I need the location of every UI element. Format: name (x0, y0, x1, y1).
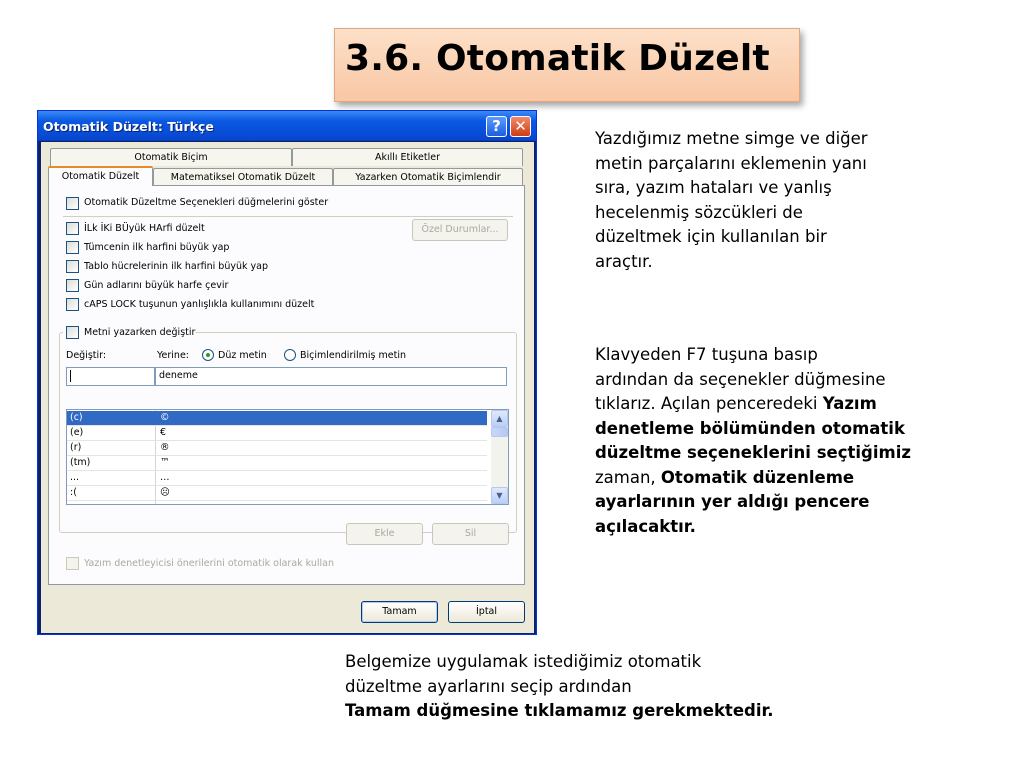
desc-bold: Yazım (822, 394, 877, 413)
with-input[interactable] (155, 367, 507, 386)
tab-math-autocorrect[interactable]: Matematiksel Otomatik Düzelt (153, 168, 333, 186)
desc-line (595, 515, 975, 540)
ok-button[interactable]: Tamam (361, 601, 438, 623)
desc-text: zaman, (595, 467, 661, 487)
list-item[interactable] (67, 411, 487, 426)
note-line: düzeltme ayarlarını seçip ardından (345, 676, 632, 696)
replacements-list[interactable] (66, 409, 509, 505)
close-icon[interactable]: ✕ (510, 116, 531, 137)
note-line: Belgemize uygulamak istediğimiz otomatik (345, 652, 702, 671)
desc-line (595, 490, 975, 515)
desc-line: hecelenmiş sözcükleri de (595, 202, 803, 222)
capitalize-days-label: Gün adlarını büyük harfe çevir (84, 280, 229, 291)
list-item[interactable] (67, 471, 487, 486)
list-item-from: (r) (70, 442, 82, 453)
note-bold: Tamam düğmesine tıklamamız gerekmektedir. (345, 701, 774, 720)
autocorrect-dialog (37, 110, 537, 635)
list-item[interactable] (67, 456, 487, 471)
show-buttons-checkbox[interactable] (66, 197, 79, 210)
description-paragraph-1 (595, 127, 975, 274)
two-initial-caps-label: İLk İKi BÜyük HArfi düzelt (84, 223, 205, 234)
with-label: Yerine: (157, 350, 189, 361)
scroll-down-icon[interactable]: ▼ (491, 487, 508, 504)
desc-text: tıklarız. Açılan penceredeki (595, 394, 823, 413)
list-item-from: (tm) (70, 457, 91, 468)
capitalize-days-checkbox[interactable] (66, 279, 79, 292)
list-item[interactable] (67, 426, 487, 441)
with-value: deneme (159, 370, 198, 381)
slide-title: 3.6. Otomatik Düzelt (334, 28, 800, 102)
replace-as-you-type-checkbox[interactable] (66, 326, 79, 339)
capitalize-table-cell-checkbox[interactable] (66, 260, 79, 273)
tab-autocorrect[interactable]: Otomatik Düzelt (48, 166, 153, 186)
capitalize-sentence-checkbox[interactable] (66, 241, 79, 254)
list-item[interactable] (67, 486, 487, 501)
desc-line (595, 466, 975, 491)
dialog-title: Otomatik Düzelt: Türkçe (43, 119, 214, 134)
desc-bold: denetleme bölümünden otomatik (595, 418, 905, 438)
tab-autoformat[interactable]: Otomatik Biçim (50, 148, 292, 166)
capitalize-sentence-label: Tümcenin ilk harfini büyük yap (84, 242, 230, 253)
list-item-from: (e) (70, 427, 84, 438)
list-scrollbar[interactable] (491, 410, 508, 504)
dialog-client (41, 142, 534, 633)
list-item-to: … (160, 472, 170, 483)
divider (63, 216, 513, 217)
plain-text-label: Düz metin (218, 350, 267, 361)
text-caret (70, 370, 71, 382)
two-initial-caps-checkbox[interactable] (66, 222, 79, 235)
list-item[interactable] (67, 441, 487, 456)
caps-lock-checkbox[interactable] (66, 298, 79, 311)
desc-bold: açılacaktır. (595, 516, 696, 536)
exceptions-button[interactable]: Özel Durumlar... (412, 219, 508, 241)
tab-smart-tags[interactable]: Akıllı Etiketler (292, 148, 523, 166)
replace-input[interactable] (66, 367, 155, 386)
list-item-to: ® (160, 442, 170, 453)
autocorrect-page (48, 185, 525, 585)
description-paragraph-2 (595, 343, 975, 539)
formatted-text-radio[interactable] (284, 349, 296, 361)
desc-line: Yazdığımız metne simge ve diğer (595, 129, 868, 148)
list-item-from: :( (70, 487, 77, 498)
spell-suggestions-checkbox[interactable] (66, 557, 79, 570)
desc-line: sıra, yazım hataları ve yanlış (595, 178, 832, 197)
list-item-to: ☹ (160, 487, 170, 498)
list-item-to: ™ (160, 457, 170, 468)
tab-autoformat-as-you-type[interactable]: Yazarken Otomatik Biçimlendir (333, 168, 523, 186)
cancel-button[interactable]: İptal (448, 601, 525, 623)
add-button[interactable]: Ekle (346, 523, 423, 545)
radio-selected-dot (206, 353, 210, 357)
desc-line (595, 441, 975, 466)
replace-label: Değiştir: (66, 350, 107, 361)
bottom-note (345, 650, 905, 724)
desc-line: metin parçalarını eklemenin yanı (595, 153, 867, 173)
desc-line: düzeltmek için kullanılan bir (595, 227, 827, 246)
replace-as-you-type-label: Metni yazarken değiştir (84, 327, 196, 338)
caps-lock-label: cAPS LOCK tuşunun yanlışlıkla kullanımını düzelt (84, 299, 315, 310)
list-item-from: (c) (70, 412, 83, 423)
desc-line: araçtır. (595, 251, 653, 271)
dialog-titlebar[interactable] (38, 111, 536, 141)
delete-button[interactable]: Sil (432, 523, 509, 545)
help-icon[interactable]: ? (486, 116, 507, 137)
spell-suggestions-label: Yazım denetleyicisi önerilerini otomatik olarak kullan (84, 558, 335, 569)
capitalize-table-cell-label: Tablo hücrelerinin ilk harfini büyük yap (84, 261, 268, 272)
show-buttons-label: Otomatik Düzeltme Seçenekleri düğmelerini göster (84, 197, 329, 208)
desc-line: Klavyeden F7 tuşuna basıp (595, 345, 818, 364)
desc-line (595, 417, 975, 442)
scroll-up-icon[interactable]: ▲ (491, 410, 508, 427)
formatted-text-label: Biçimlendirilmiş metin (300, 350, 406, 361)
desc-bold: Otomatik düzenleme (660, 467, 855, 487)
plain-text-radio[interactable] (202, 349, 214, 361)
list-item-from: ... (70, 472, 80, 483)
list-item-to: € (160, 427, 167, 438)
scroll-thumb[interactable] (491, 427, 508, 437)
note-line (345, 699, 905, 724)
replace-group-caption (63, 325, 196, 341)
desc-bold: ayarlarının yer aldığı pencere (595, 492, 870, 511)
desc-line: ardından da seçenekler düğmesine (595, 369, 886, 389)
desc-bold: düzeltme seçeneklerini seçtiğimiz (595, 443, 911, 462)
desc-line (595, 392, 975, 417)
list-item-to: © (160, 412, 170, 423)
